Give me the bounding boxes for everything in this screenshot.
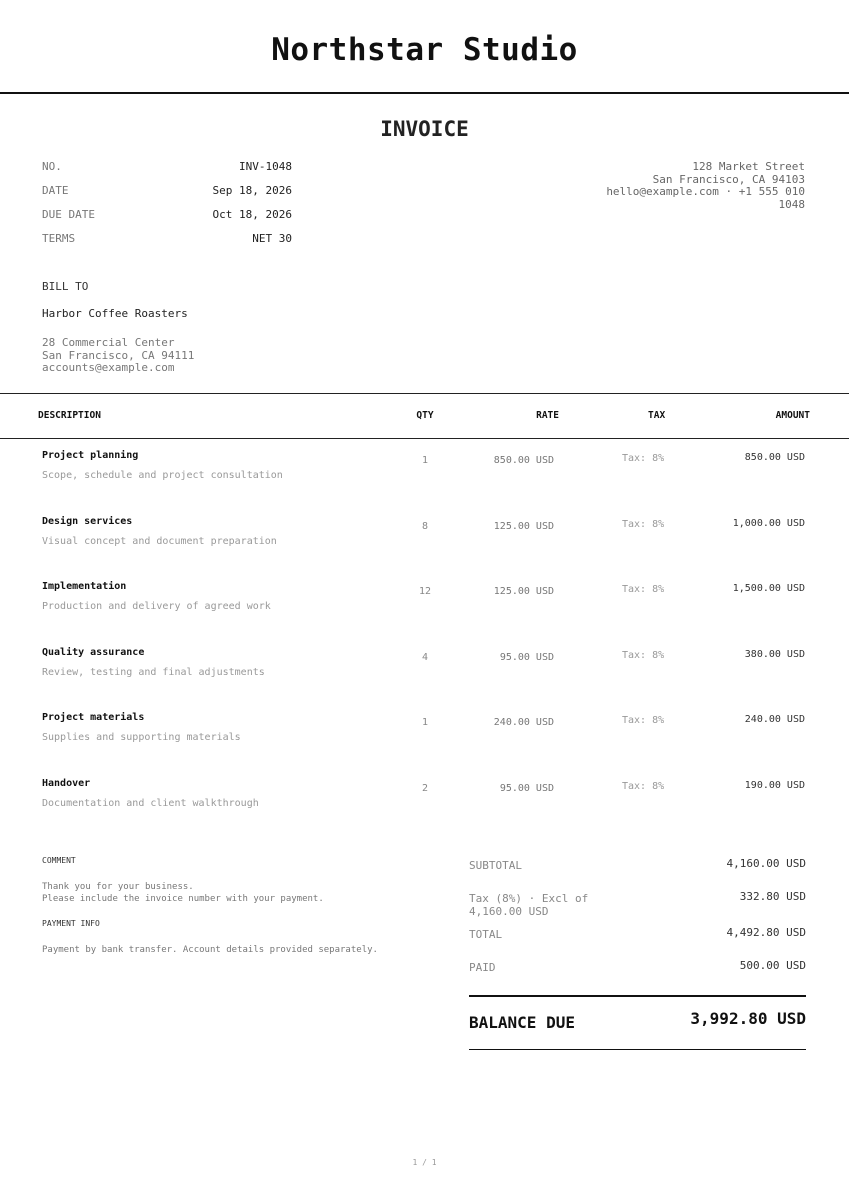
table-row	[0, 438, 849, 504]
item-tax: Tax: 8%	[622, 584, 665, 595]
invoice-number: INV-1048	[239, 160, 292, 173]
company-name: Northstar Studio	[271, 32, 578, 68]
meta-label: DUE DATE	[42, 208, 95, 221]
item-rate: 125.00 USD	[493, 586, 554, 597]
item-name: Project materials	[42, 712, 145, 723]
item-qty: 1	[421, 717, 429, 728]
bill-to-address-line: 28 Commercial Center	[42, 336, 175, 349]
items-table-body	[0, 438, 849, 831]
item-name: Project planning	[42, 450, 139, 461]
item-description: Scope, schedule and project consultation	[42, 470, 283, 481]
bill-to-address-line: San Francisco, CA 94111	[42, 348, 195, 362]
table-row	[0, 569, 849, 635]
payment-terms: NET 30	[252, 232, 292, 245]
subtotal-value: 4,160.00 USD	[726, 857, 806, 870]
item-rate: 850.00 USD	[493, 455, 554, 466]
comment-text	[42, 882, 422, 905]
meta-row-date	[42, 184, 292, 208]
item-tax: Tax: 8%	[622, 649, 665, 661]
item-tax: Tax: 8%	[622, 780, 665, 792]
item-qty: 8	[421, 520, 429, 532]
balance-due-label: BALANCE DUE	[469, 1013, 575, 1032]
bill-to-email: accounts@example.com	[42, 361, 175, 374]
payment-info-label: PAYMENT INFO	[42, 919, 100, 928]
column-header-amount: AMOUNT	[775, 410, 810, 421]
column-header-tax: TAX	[648, 410, 666, 421]
column-header-rate: RATE	[536, 410, 559, 421]
item-amount: 190.00 USD	[744, 779, 805, 791]
meta-row-terms	[42, 232, 292, 256]
item-description: Supplies and supporting materials	[42, 732, 241, 743]
item-qty: 1	[421, 455, 429, 466]
tax-value: 332.80 USD	[739, 890, 806, 903]
item-tax: Tax: 8%	[622, 715, 665, 726]
subtotal-label: SUBTOTAL	[469, 859, 522, 872]
total-label: TOTAL	[469, 928, 503, 941]
paid-value: 500.00 USD	[739, 959, 806, 972]
item-qty: 2	[421, 782, 429, 794]
meta-label: TERMS	[42, 232, 76, 245]
item-description: Review, testing and final adjustments	[42, 666, 265, 678]
total-row	[469, 926, 806, 959]
item-rate: 125.00 USD	[493, 520, 554, 532]
bill-to-label: BILL TO	[42, 280, 89, 293]
page-indicator: 1 / 1	[412, 1158, 437, 1167]
column-header-qty: QTY	[416, 410, 434, 421]
item-amount: 850.00 USD	[744, 452, 805, 463]
item-amount: 240.00 USD	[744, 714, 805, 725]
item-name: Handover	[42, 777, 91, 789]
table-row	[0, 766, 849, 832]
meta-label: DATE	[42, 184, 69, 197]
table-row	[0, 504, 849, 570]
item-qty: 12	[418, 586, 432, 597]
sender-address	[565, 161, 805, 211]
item-tax: Tax: 8%	[622, 453, 665, 464]
balance-due-value: 3,992.80 USD	[690, 1009, 806, 1028]
tax-row	[469, 888, 806, 926]
item-rate: 240.00 USD	[493, 717, 554, 728]
due-date: Oct 18, 2026	[212, 208, 292, 221]
invoice-title: INVOICE	[380, 117, 469, 141]
meta-row-number	[42, 160, 292, 184]
table-row	[0, 700, 849, 766]
paid-label: PAID	[469, 961, 496, 974]
item-name: Design services	[42, 515, 133, 527]
header-divider	[0, 92, 849, 94]
bill-to-address	[42, 337, 194, 375]
sender-contact: 1048	[778, 197, 805, 211]
notes-section	[42, 856, 422, 957]
item-description: Documentation and client walkthrough	[42, 797, 259, 809]
payment-info-text: Payment by bank transfer. Account details provided separately.	[42, 945, 378, 955]
item-amount: 1,000.00 USD	[732, 517, 805, 529]
items-table-header	[0, 393, 849, 439]
meta-label: NO.	[42, 160, 62, 173]
item-name: Quality assurance	[42, 646, 145, 658]
sender-address-line: 128 Market Street	[692, 160, 805, 173]
totals-section	[469, 855, 806, 989]
tax-label: Tax (8%) · Excl of 4,160.00 USD	[469, 892, 589, 918]
bill-to-name: Harbor Coffee Roasters	[42, 307, 188, 320]
subtotal-row	[469, 855, 806, 888]
item-description: Production and delivery of agreed work	[42, 601, 271, 612]
sender-address-line: San Francisco, CA 94103	[652, 172, 805, 186]
invoice-date: Sep 18, 2026	[212, 184, 292, 197]
item-description: Visual concept and document preparation	[42, 535, 277, 547]
paid-row	[469, 959, 806, 989]
item-name: Implementation	[42, 581, 127, 592]
sender-contact: hello@example.com · +1 555 010	[606, 185, 805, 198]
invoice-meta	[42, 160, 292, 256]
total-value: 4,492.80 USD	[726, 926, 806, 939]
item-qty: 4	[421, 651, 429, 663]
item-amount: 1,500.00 USD	[732, 583, 805, 594]
comment-line: Thank you for your business.	[42, 882, 194, 892]
item-rate: 95.00 USD	[499, 782, 554, 794]
table-row	[0, 635, 849, 701]
meta-row-due-date	[42, 208, 292, 232]
comment-label: COMMENT	[42, 856, 76, 865]
item-tax: Tax: 8%	[622, 518, 665, 530]
comment-line: Please include the invoice number with your payment.	[42, 893, 324, 904]
column-header-description: DESCRIPTION	[38, 410, 101, 421]
balance-due-row	[469, 995, 806, 1050]
item-rate: 95.00 USD	[499, 651, 554, 663]
item-amount: 380.00 USD	[744, 648, 805, 660]
